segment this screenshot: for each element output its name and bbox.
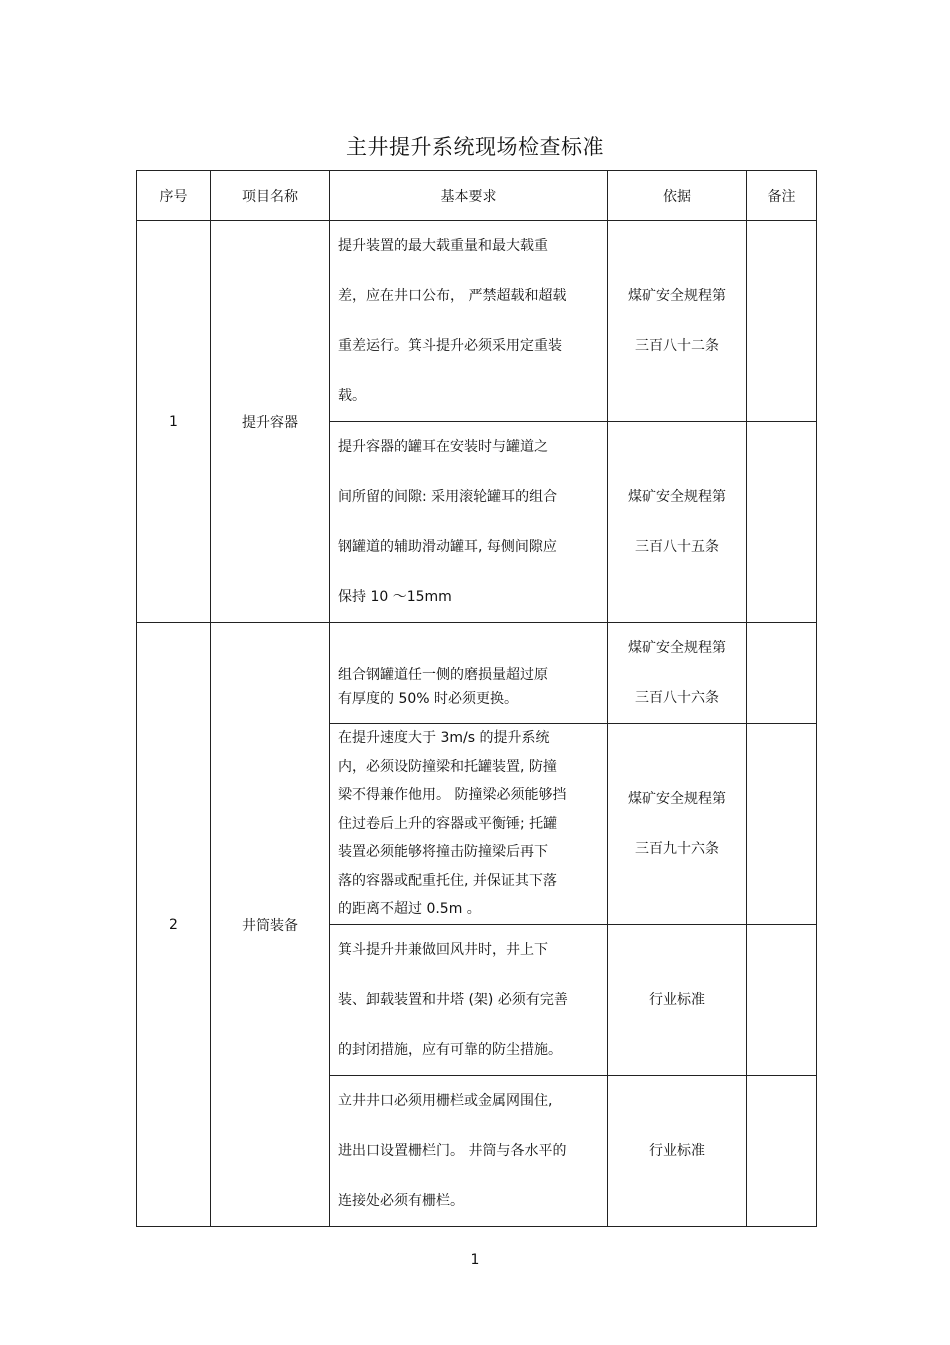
basis-cell: 煤矿安全规程第 三百九十六条 (608, 724, 747, 925)
table-header-row (137, 171, 817, 221)
header-item-name: 项目名称 (211, 171, 330, 221)
document-title: 主井提升系统现场检查标准 (346, 135, 604, 159)
remark-cell (747, 724, 817, 925)
remark-cell (747, 1076, 817, 1227)
requirement-cell (330, 1076, 608, 1227)
inspection-standard-table (136, 170, 817, 1227)
requirement-text: 提升容器的罐耳在安装时与罐道之 间所留的间隙: 采用滚轮罐耳的组合 钢罐道的辅助滑动罐耳, 每侧间隙应 保持 10 ～15mm (338, 439, 558, 605)
requirement-cell (330, 724, 608, 925)
basis-cell: 煤矿安全规程第 三百八十六条 (608, 623, 747, 724)
remark-cell (747, 623, 817, 724)
requirement-text: 箕斗提升井兼做回风井时，井上下 装、卸载装置和井塔 (架) 必须有完善 的封闭措施，应有可靠的防尘措施。 (338, 942, 568, 1058)
basis-cell: 煤矿安全规程第 三百八十二条 (608, 221, 747, 422)
remark-cell (747, 221, 817, 422)
remark-cell (747, 925, 817, 1076)
header-remark: 备注 (747, 171, 817, 221)
table-row (137, 221, 817, 422)
group-name: 提升容器 (211, 221, 330, 623)
header-no: 序号 (137, 171, 211, 221)
requirement-text: 提升装置的最大载重量和最大载重 差，应在井口公布， 严禁超载和超载 重差运行。箕斗提升必须采用定重装 载。 (338, 238, 567, 404)
table-row (137, 623, 817, 724)
basis-cell: 行业标准 (608, 1076, 747, 1227)
basis-cell: 行业标准 (608, 925, 747, 1076)
requirement-cell (330, 422, 608, 623)
group-no: 1 (137, 221, 211, 623)
page-number: 1 (470, 1252, 480, 1268)
requirement-text: 组合钢罐道任一侧的磨损量超过原 有厚度的 50% 时必须更换。 (338, 667, 548, 707)
header-requirement: 基本要求 (330, 171, 608, 221)
requirement-cell (330, 925, 608, 1076)
group-name: 井筒装备 (211, 623, 330, 1227)
requirement-cell (330, 221, 608, 422)
requirement-text: 立井井口必须用栅栏或金属网围住, 进出口设置栅栏门。 井筒与各水平的 连接处必须有栅栏。 (338, 1093, 567, 1209)
requirement-cell (330, 623, 608, 724)
basis-cell: 煤矿安全规程第 三百八十五条 (608, 422, 747, 623)
header-basis: 依据 (608, 171, 747, 221)
group-no: 2 (137, 623, 211, 1227)
remark-cell (747, 422, 817, 623)
requirement-text: 在提升速度大于 3m/s 的提升系统 内，必须设防撞梁和托罐装置, 防撞 梁不得兼作他用。 防撞梁必须能够挡 住过卷后上升的容器或平衡锤; 托罐 装置必须能够将撞击防撞梁后再下 落的容器或配重托住, 并保证其下落 的距离不超过 0.5m 。 (338, 730, 567, 918)
